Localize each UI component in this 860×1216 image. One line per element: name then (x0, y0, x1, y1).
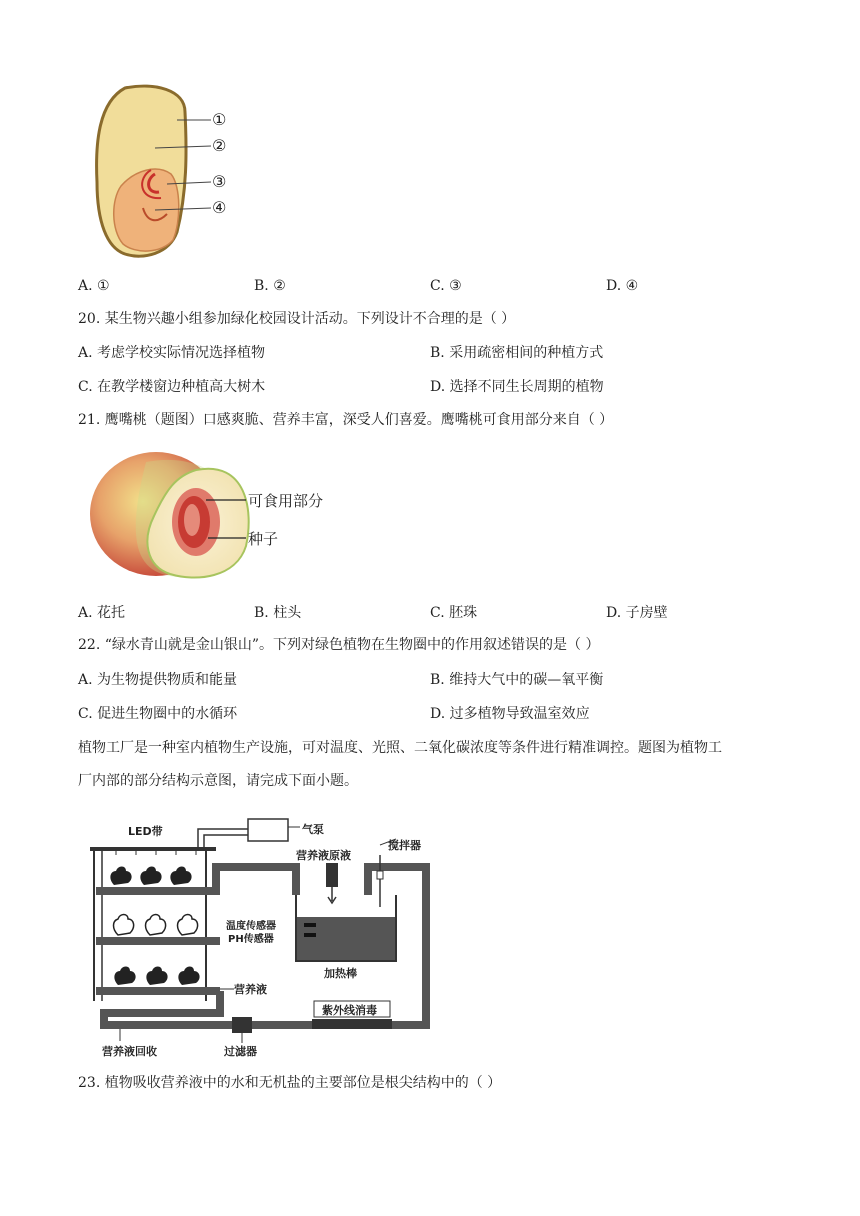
q19-option-c: C. ③ (430, 278, 462, 294)
q21-option-b: B. 柱头 (254, 605, 302, 621)
q19-option-d: D. ④ (606, 278, 639, 294)
peach-label-seed: 种子 (248, 530, 279, 548)
q21-stem: 21. 鹰嘴桃（题图）口感爽脆、营养丰富，深受人们喜爱。鹰嘴桃可食用部分来自（ ） (78, 412, 614, 428)
q20-option-c: C. 在教学楼窗边种植高大树木 (78, 379, 266, 395)
label-nutrient: 营养液 (234, 983, 267, 996)
seed-marker-3: ③ (212, 172, 227, 191)
q22-option-b: B. 维持大气中的碳—氧平衡 (430, 672, 604, 688)
q22-options-row1 (78, 669, 778, 691)
q22-option-a: A. 为生物提供物质和能量 (78, 672, 238, 688)
label-ph-sensor: PH传感器 (228, 934, 274, 945)
q23-stem: 23. 植物吸收营养液中的水和无机盐的主要部位是根尖结构中的（ ） (78, 1075, 502, 1091)
q20-option-d: D. 选择不同生长周期的植物 (430, 379, 604, 395)
q19-option-b: B. ② (254, 278, 286, 294)
q21-option-c: C. 胚珠 (430, 605, 478, 621)
q21-option-a: A. 花托 (78, 605, 126, 621)
q20-options-row2 (78, 376, 778, 398)
q20-stem: 20. 某生物兴趣小组参加绿化校园设计活动。下列设计不合理的是（ ） (78, 311, 516, 327)
passage-line-2: 厂内部的部分结构示意图，请完成下面小题。 (78, 773, 358, 789)
q21-option-d: D. 子房壁 (606, 605, 668, 621)
seed-figure (85, 82, 245, 264)
seed-marker-4: ④ (212, 198, 227, 217)
plant-factory-figure (86, 815, 436, 1060)
q21-options (78, 602, 778, 624)
q22-stem: 22. “绿水青山就是金山银山”。下列对绿色植物在生物圈中的作用叙述错误的是（ ） (78, 637, 600, 653)
passage-line-1: 植物工厂是一种室内植物生产设施，可对温度、光照、二氧化碳浓度等条件进行精准调控。题图为植物工 (78, 740, 722, 756)
q19-options (78, 275, 778, 297)
q22-options-row2 (78, 703, 778, 725)
label-stirrer: 搅拌器 (388, 839, 421, 852)
label-recovery: 营养液回收 (102, 1045, 157, 1058)
label-uv: 紫外线消毒 (322, 1004, 377, 1017)
peach-label-edible: 可食用部分 (248, 492, 324, 510)
q20-options-row1 (78, 342, 778, 364)
q22-option-d: D. 过多植物导致温室效应 (430, 706, 590, 722)
q19-option-a: A. ① (78, 278, 110, 294)
label-stock-solution: 营养液原液 (296, 849, 351, 862)
label-filter: 过滤器 (224, 1045, 257, 1058)
peach-figure (86, 450, 346, 586)
q22-option-c: C. 促进生物圈中的水循环 (78, 706, 238, 722)
q20-option-b: B. 采用疏密相间的种植方式 (430, 345, 604, 361)
label-heater: 加热棒 (324, 967, 357, 980)
seed-marker-2: ② (212, 136, 227, 155)
q20-option-a: A. 考虑学校实际情况选择植物 (78, 345, 266, 361)
label-air-pump: 气泵 (302, 823, 324, 836)
seed-marker-1: ① (212, 110, 227, 129)
label-temp-sensor: 温度传感器 (226, 921, 276, 932)
label-led: LED带 (128, 825, 163, 838)
